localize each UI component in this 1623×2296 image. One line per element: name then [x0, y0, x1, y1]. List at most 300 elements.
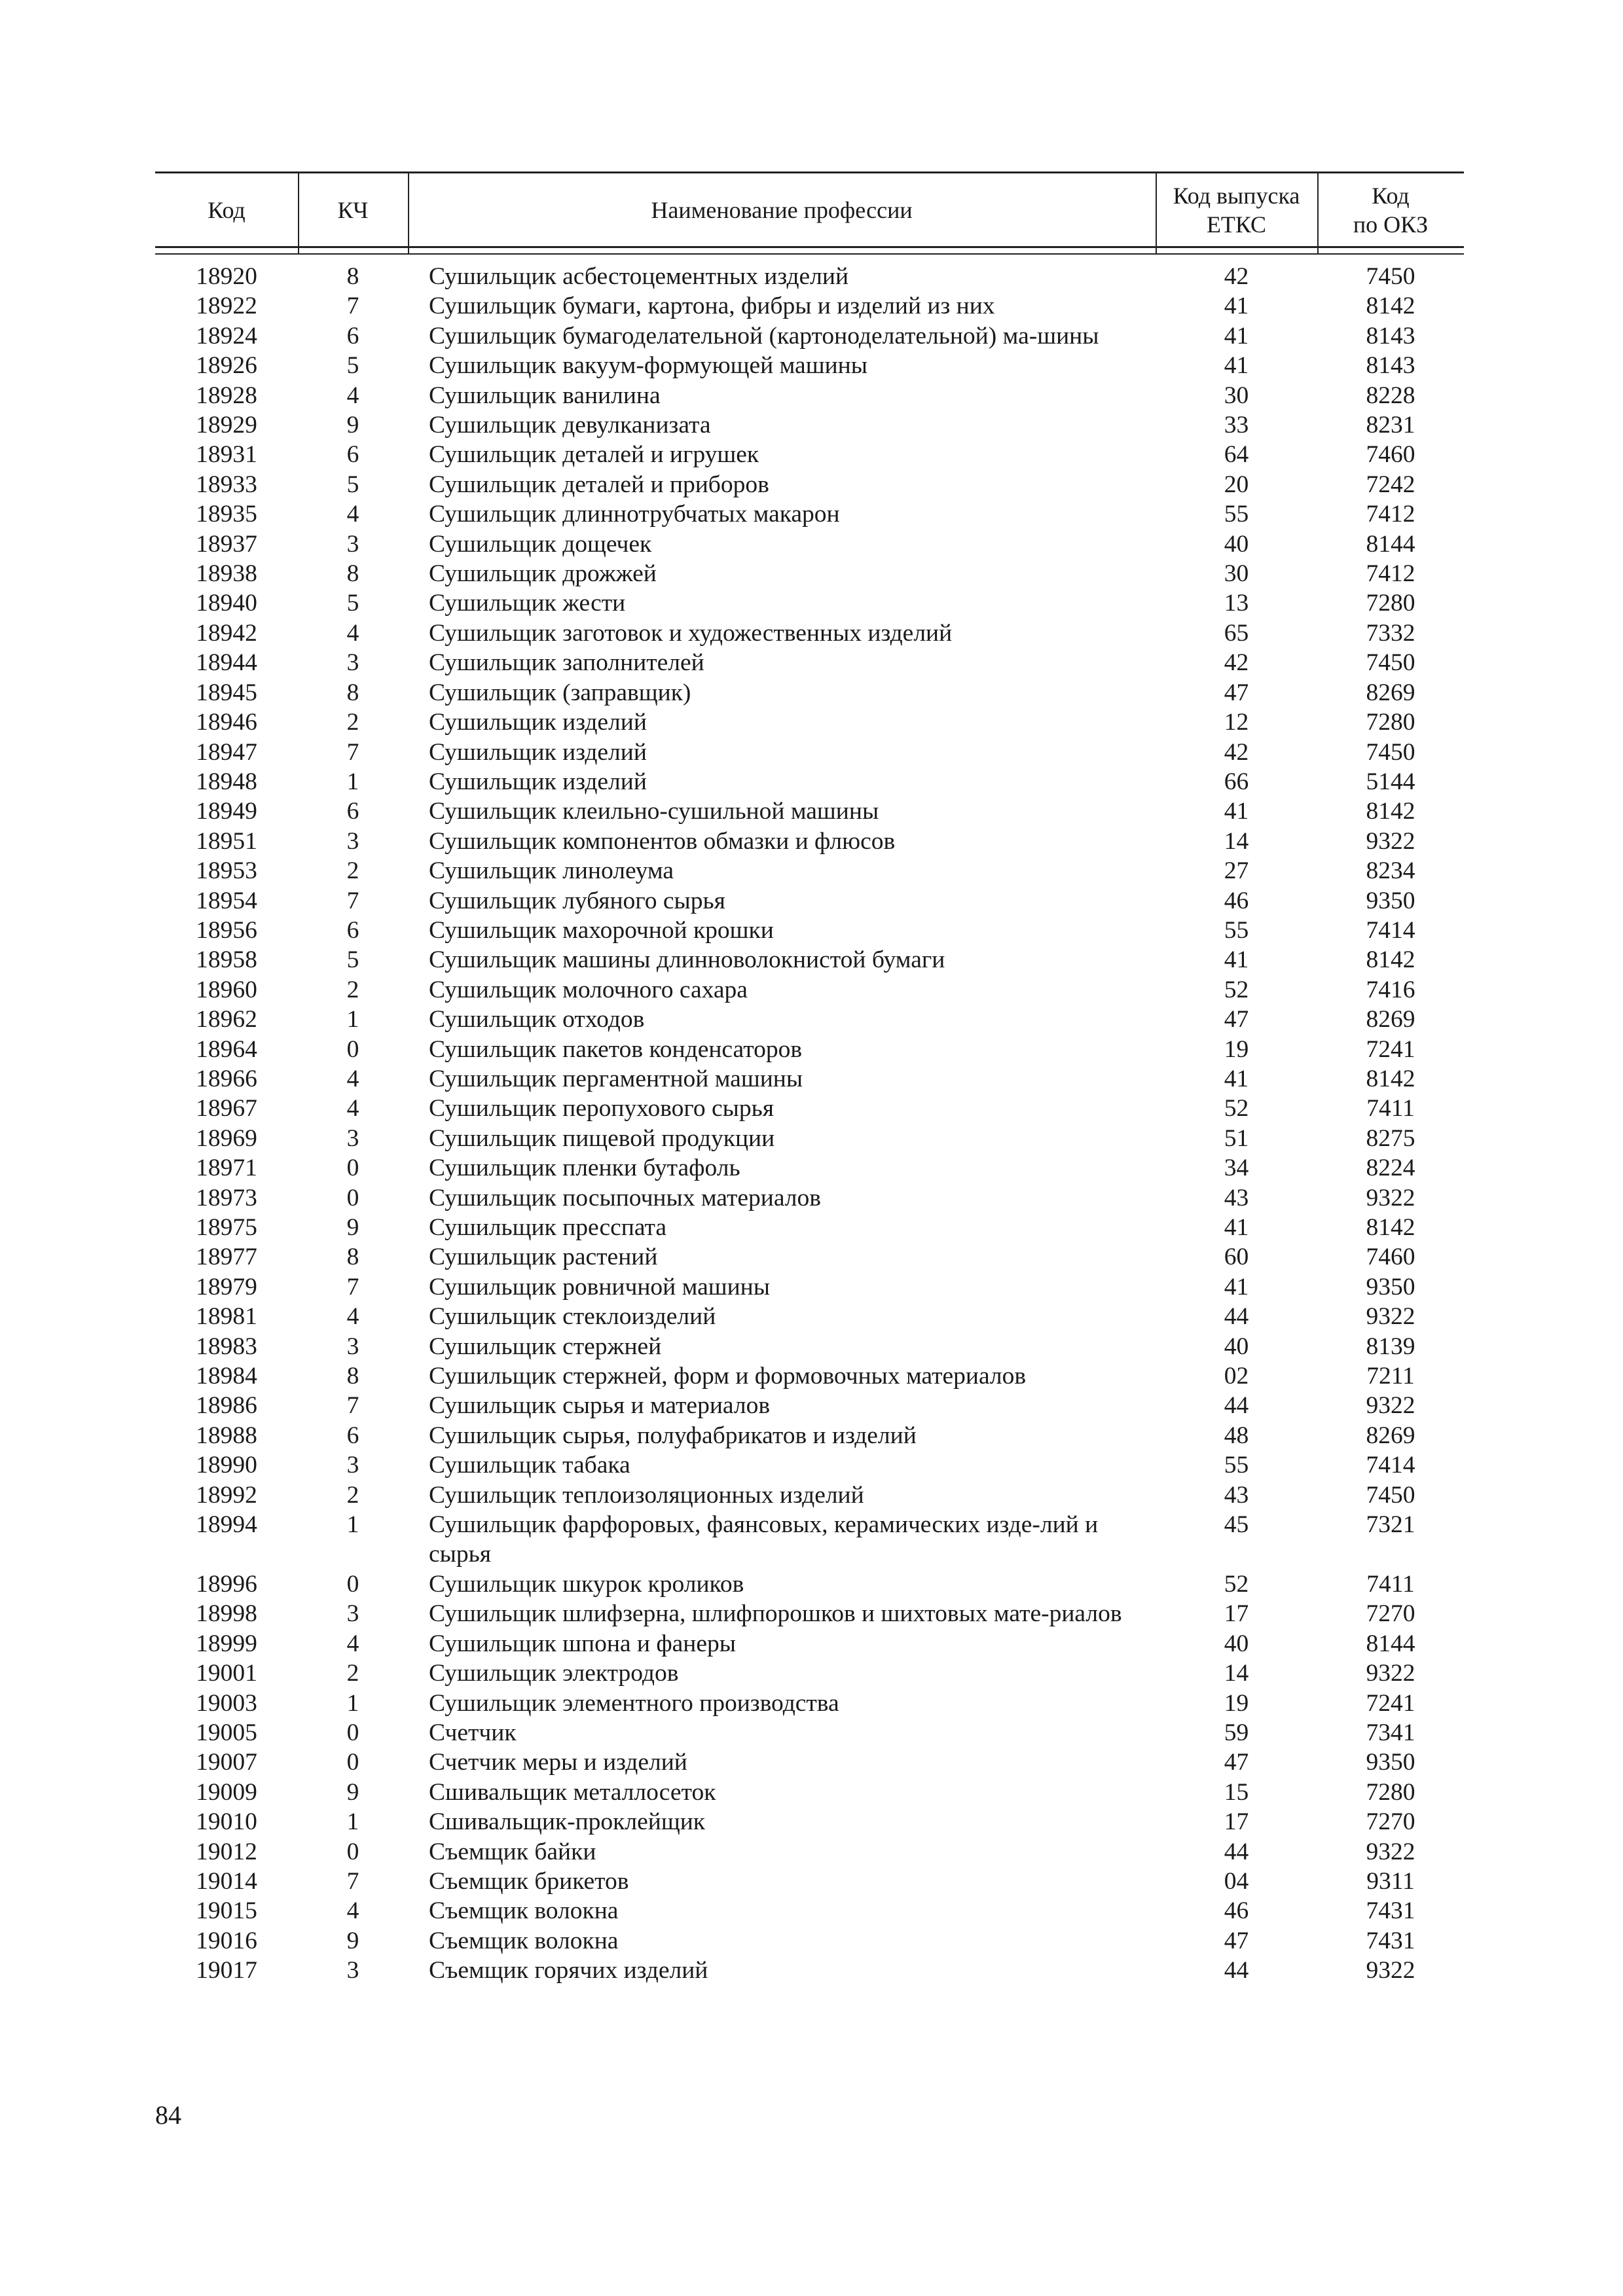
cell-etks: 66: [1224, 768, 1249, 795]
header-kch: КЧ: [337, 196, 369, 223]
cell-name: Сушильщик длиннотрубчатых макарон: [429, 501, 840, 528]
cell-kod: 18928: [196, 382, 257, 409]
cell-etks: 64: [1224, 441, 1249, 469]
cell-okz: 9350: [1366, 1273, 1415, 1300]
cell-kch: 4: [346, 1630, 359, 1657]
cell-etks: 12: [1224, 709, 1249, 736]
cell-okz: 9322: [1366, 1838, 1415, 1865]
cell-okz: 8234: [1366, 857, 1415, 885]
cell-kch: 4: [346, 1897, 359, 1925]
table-row: [155, 1213, 1464, 1242]
cell-kch: 8: [346, 263, 359, 290]
cell-kch: 4: [346, 1303, 359, 1331]
cell-kod: 18971: [196, 1155, 257, 1182]
cell-etks: 55: [1224, 916, 1249, 944]
cell-kod: 18929: [196, 412, 257, 439]
cell-etks: 14: [1224, 827, 1249, 855]
cell-okz: 7450: [1366, 738, 1415, 766]
cell-kod: 18954: [196, 887, 257, 914]
cell-etks: 14: [1224, 1660, 1249, 1687]
table-row: [155, 767, 1464, 797]
cell-kch: 3: [346, 1333, 359, 1360]
cell-kod: 18942: [196, 619, 257, 647]
cell-etks: 41: [1224, 322, 1249, 350]
cell-okz: 7431: [1366, 1927, 1415, 1954]
cell-name: Сушильщик элементного производства: [429, 1689, 839, 1717]
cell-kch: 8: [346, 1244, 359, 1271]
table-row: [155, 499, 1464, 529]
cell-name: Сушильщик изделий: [429, 738, 647, 766]
cell-kch: 2: [346, 976, 359, 1003]
cell-kch: 7: [346, 887, 359, 914]
cell-name: Сушильщик деталей и приборов: [429, 471, 769, 498]
cell-okz: 8142: [1366, 946, 1415, 974]
cell-name: Счетчик меры и изделий: [429, 1749, 687, 1776]
professions-table: [155, 171, 1464, 1984]
page-number: 84: [155, 2100, 181, 2130]
header-okz-line1: Код: [1372, 182, 1410, 209]
cell-okz: 7280: [1366, 590, 1415, 617]
cell-name: Сушильщик сырья и материалов: [429, 1392, 771, 1420]
table-row: [155, 1778, 1464, 1807]
cell-okz: 8269: [1366, 1006, 1415, 1033]
cell-etks: 52: [1224, 976, 1249, 1003]
cell-etks: 42: [1224, 263, 1249, 290]
cell-okz: 9311: [1366, 1867, 1415, 1895]
table-row: [155, 1748, 1464, 1777]
cell-okz: 7270: [1366, 1600, 1415, 1628]
cell-kod: 18953: [196, 857, 257, 885]
cell-name: Сушильщик лубяного сырья: [429, 887, 725, 914]
cell-etks: 44: [1224, 1303, 1249, 1331]
cell-kch: 4: [346, 501, 359, 528]
cell-etks: 43: [1224, 1481, 1249, 1509]
cell-okz: 8143: [1366, 352, 1415, 380]
cell-kch: 7: [346, 293, 359, 320]
cell-kch: 2: [346, 1660, 359, 1687]
cell-kch: 9: [346, 412, 359, 439]
table-row: [155, 410, 1464, 440]
cell-okz: 7321: [1366, 1511, 1415, 1539]
cell-name: Сушильщик бумаги, картона, фибры и изделий из них: [429, 293, 995, 320]
cell-kod: 18962: [196, 1006, 257, 1033]
cell-kod: 18948: [196, 768, 257, 795]
cell-kch: 2: [346, 1481, 359, 1509]
table-row: [155, 1124, 1464, 1153]
table-row: [155, 1450, 1464, 1480]
header-etks-line1: Код выпуска: [1173, 182, 1300, 209]
cell-etks: 52: [1224, 1095, 1249, 1122]
cell-name: Съемщик байки: [429, 1838, 596, 1865]
table-row: [155, 321, 1464, 351]
cell-okz: 8224: [1366, 1155, 1415, 1182]
cell-name: Сушильщик изделий: [429, 768, 647, 795]
cell-okz: 8143: [1366, 322, 1415, 350]
cell-okz: 8139: [1366, 1333, 1415, 1360]
table-row: [155, 588, 1464, 618]
table-row: [155, 708, 1464, 737]
cell-kch: 3: [346, 827, 359, 855]
cell-name: Сушильщик стержней, форм и формовочных материалов: [429, 1363, 1027, 1390]
table-row: [155, 1837, 1464, 1867]
cell-etks: 15: [1224, 1778, 1249, 1806]
cell-kch: 1: [346, 1511, 359, 1539]
table-row: [155, 648, 1464, 677]
cell-etks: 20: [1224, 471, 1249, 498]
cell-kod: 18922: [196, 293, 257, 320]
cell-name: Сушильщик пергаментной машины: [429, 1065, 803, 1092]
cell-kod: 18994: [196, 1511, 257, 1539]
cell-okz: 7341: [1366, 1719, 1415, 1746]
table-row: [155, 945, 1464, 975]
cell-name: Сушильщик пресспата: [429, 1214, 667, 1241]
cell-name: Сушильщик перопухового сырья: [429, 1095, 774, 1122]
cell-kod: 18990: [196, 1452, 257, 1479]
cell-etks: 43: [1224, 1184, 1249, 1211]
cell-kch: 3: [346, 649, 359, 677]
cell-name: Сушильщик асбестоцементных изделий: [429, 263, 849, 290]
cell-kod: 18969: [196, 1124, 257, 1152]
cell-okz: 7431: [1366, 1897, 1415, 1925]
cell-kod: 19012: [196, 1838, 257, 1865]
table-row: [155, 381, 1464, 410]
cell-name: Сшивальщик-проклейщик: [429, 1808, 705, 1836]
cell-name: Съемщик волокна: [429, 1927, 619, 1954]
cell-etks: 19: [1224, 1689, 1249, 1717]
cell-etks: 41: [1224, 1273, 1249, 1300]
cell-etks: 30: [1224, 560, 1249, 588]
table-row: [155, 440, 1464, 469]
cell-okz: 8228: [1366, 382, 1415, 409]
table-row: [155, 1183, 1464, 1213]
cell-kod: 18983: [196, 1333, 257, 1360]
cell-kod: 19007: [196, 1749, 257, 1776]
cell-etks: 47: [1224, 679, 1249, 706]
cell-kod: 19016: [196, 1927, 257, 1954]
cell-kch: 6: [346, 916, 359, 944]
cell-kch: 1: [346, 1006, 359, 1033]
cell-name: Сушильщик фарфоровых, фаянсовых, керамических изде-лий и сырья: [429, 1511, 1099, 1568]
cell-name: Сушильщик шлифзерна, шлифпорошков и шихтовых мате-риалов: [429, 1600, 1122, 1628]
cell-name: Съемщик брикетов: [429, 1867, 629, 1895]
cell-etks: 55: [1224, 501, 1249, 528]
cell-kch: 9: [346, 1214, 359, 1241]
cell-okz: 9322: [1366, 1184, 1415, 1211]
cell-okz: 9350: [1366, 887, 1415, 914]
cell-okz: 8144: [1366, 1630, 1415, 1657]
cell-name: Сушильщик шкурок кроликов: [429, 1570, 744, 1598]
cell-okz: 7412: [1366, 501, 1415, 528]
cell-okz: 8142: [1366, 1214, 1415, 1241]
cell-name: Сушильщик изделий: [429, 709, 647, 736]
cell-okz: 9350: [1366, 1749, 1415, 1776]
cell-name: Сушильщик растений: [429, 1244, 658, 1271]
cell-kch: 6: [346, 322, 359, 350]
table-row: [155, 1391, 1464, 1420]
cell-etks: 45: [1224, 1511, 1249, 1539]
cell-kch: 6: [346, 798, 359, 825]
cell-kch: 0: [346, 1155, 359, 1182]
cell-kch: 5: [346, 352, 359, 380]
table-row: [155, 886, 1464, 916]
cell-etks: 60: [1224, 1244, 1249, 1271]
cell-kod: 18938: [196, 560, 257, 588]
cell-name: Сушильщик махорочной крошки: [429, 916, 774, 944]
table-row: [155, 1867, 1464, 1896]
cell-kch: 1: [346, 1808, 359, 1836]
cell-name: Сушильщик табака: [429, 1452, 630, 1479]
cell-okz: 8142: [1366, 1065, 1415, 1092]
cell-kch: 0: [346, 1035, 359, 1063]
cell-kod: 18977: [196, 1244, 257, 1271]
cell-kch: 5: [346, 946, 359, 974]
cell-etks: 44: [1224, 1838, 1249, 1865]
table-row: [155, 1421, 1464, 1450]
cell-kod: 18920: [196, 263, 257, 290]
cell-kch: 3: [346, 1600, 359, 1628]
header-etks: [1156, 173, 1317, 246]
cell-kch: 4: [346, 619, 359, 647]
cell-name: Сушильщик ровничной машины: [429, 1273, 770, 1300]
cell-kod: 18944: [196, 649, 257, 677]
table-row: [155, 1659, 1464, 1688]
cell-okz: 7211: [1366, 1363, 1415, 1390]
cell-kch: 0: [346, 1570, 359, 1598]
cell-name: Сушильщик электродов: [429, 1660, 679, 1687]
cell-etks: 46: [1224, 887, 1249, 914]
cell-kod: 18992: [196, 1481, 257, 1509]
cell-etks: 47: [1224, 1749, 1249, 1776]
cell-name: Сушильщик дрожжей: [429, 560, 657, 588]
cell-etks: 44: [1224, 1392, 1249, 1420]
cell-etks: 40: [1224, 530, 1249, 558]
cell-kod: 18975: [196, 1214, 257, 1241]
table-row: [155, 1302, 1464, 1331]
table-row: [155, 1094, 1464, 1123]
cell-okz: 7414: [1366, 1452, 1415, 1479]
cell-etks: 41: [1224, 1065, 1249, 1092]
cell-okz: 9322: [1366, 1957, 1415, 1984]
cell-etks: 46: [1224, 1897, 1249, 1925]
cell-kod: 19014: [196, 1867, 257, 1895]
cell-kod: 19010: [196, 1808, 257, 1836]
cell-okz: 8142: [1366, 798, 1415, 825]
cell-etks: 51: [1224, 1124, 1249, 1152]
cell-okz: 7450: [1366, 649, 1415, 677]
cell-okz: 9322: [1366, 827, 1415, 855]
cell-okz: 7332: [1366, 619, 1415, 647]
table-row: [155, 1005, 1464, 1034]
cell-etks: 17: [1224, 1808, 1249, 1836]
cell-name: Сушильщик (заправщик): [429, 679, 691, 706]
table-row: [155, 1896, 1464, 1926]
cell-kod: 18966: [196, 1065, 257, 1092]
table-row: [155, 351, 1464, 380]
cell-etks: 19: [1224, 1035, 1249, 1063]
cell-kch: 3: [346, 1124, 359, 1152]
cell-name: Сушильщик заготовок и художественных изделий: [429, 619, 953, 647]
cell-etks: 27: [1224, 857, 1249, 885]
cell-kod: 19009: [196, 1778, 257, 1806]
cell-kch: 3: [346, 1452, 359, 1479]
cell-etks: 41: [1224, 1214, 1249, 1241]
cell-kod: 18996: [196, 1570, 257, 1598]
table-row: [155, 1480, 1464, 1510]
table-row: [155, 975, 1464, 1005]
cell-kch: 7: [346, 738, 359, 766]
cell-kch: 3: [346, 1957, 359, 1984]
cell-okz: 9322: [1366, 1392, 1415, 1420]
cell-name: Сушильщик отходов: [429, 1006, 645, 1033]
cell-kch: 9: [346, 1927, 359, 1954]
table-row: [155, 1361, 1464, 1391]
cell-name: Сушильщик ванилина: [429, 382, 661, 409]
cell-kch: 8: [346, 560, 359, 588]
cell-okz: 8269: [1366, 1422, 1415, 1449]
header-kod: Код: [208, 196, 246, 223]
cell-kch: 4: [346, 1065, 359, 1092]
cell-etks: 59: [1224, 1719, 1249, 1746]
cell-name: Сушильщик машины длинноволокнистой бумаги: [429, 946, 945, 974]
cell-kch: 5: [346, 471, 359, 498]
cell-kod: 18984: [196, 1363, 257, 1390]
cell-kod: 18979: [196, 1273, 257, 1300]
cell-kch: 3: [346, 530, 359, 558]
cell-name: Сушильщик жести: [429, 590, 626, 617]
cell-etks: 04: [1224, 1867, 1249, 1895]
cell-kod: 18935: [196, 501, 257, 528]
cell-kch: 6: [346, 1422, 359, 1449]
table-row: [155, 1272, 1464, 1302]
cell-etks: 41: [1224, 798, 1249, 825]
cell-kch: 7: [346, 1273, 359, 1300]
table-row: [155, 827, 1464, 856]
cell-etks: 47: [1224, 1927, 1249, 1954]
cell-kod: 18981: [196, 1303, 257, 1331]
cell-name: Сушильщик линолеума: [429, 857, 674, 885]
cell-kch: 7: [346, 1867, 359, 1895]
table-row: [155, 559, 1464, 588]
cell-etks: 55: [1224, 1452, 1249, 1479]
cell-etks: 41: [1224, 293, 1249, 320]
cell-name: Сушильщик пищевой продукции: [429, 1124, 775, 1152]
cell-kod: 18956: [196, 916, 257, 944]
cell-kch: 9: [346, 1778, 359, 1806]
cell-kod: 18964: [196, 1035, 257, 1063]
table-row: [155, 1629, 1464, 1659]
cell-okz: 7414: [1366, 916, 1415, 944]
cell-kch: 0: [346, 1838, 359, 1865]
cell-kod: 18924: [196, 322, 257, 350]
header-okz: [1317, 173, 1464, 246]
cell-kod: 19005: [196, 1719, 257, 1746]
cell-kod: 18967: [196, 1095, 257, 1122]
cell-okz: 7460: [1366, 1244, 1415, 1271]
cell-name: Сушильщик молочного сахара: [429, 976, 748, 1003]
cell-name: Сушильщик вакуум-формующей машины: [429, 352, 867, 380]
cell-kch: 0: [346, 1749, 359, 1776]
cell-okz: 8269: [1366, 679, 1415, 706]
cell-okz: 8144: [1366, 530, 1415, 558]
cell-etks: 13: [1224, 590, 1249, 617]
cell-okz: 7460: [1366, 441, 1415, 469]
cell-okz: 7280: [1366, 709, 1415, 736]
cell-okz: 7411: [1366, 1570, 1415, 1598]
header-name: Наименование профессии: [651, 196, 913, 223]
cell-name: Сушильщик деталей и игрушек: [429, 441, 759, 469]
cell-kch: 4: [346, 1095, 359, 1122]
cell-kch: 2: [346, 857, 359, 885]
cell-kod: 18951: [196, 827, 257, 855]
cell-okz: 5144: [1366, 768, 1415, 795]
cell-kod: 18960: [196, 976, 257, 1003]
cell-etks: 41: [1224, 946, 1249, 974]
cell-etks: 48: [1224, 1422, 1249, 1449]
cell-kod: 18926: [196, 352, 257, 380]
table-row: [155, 1242, 1464, 1272]
cell-kod: 18940: [196, 590, 257, 617]
table-row: [155, 1332, 1464, 1361]
table-row: [155, 1510, 1464, 1570]
cell-kod: 18973: [196, 1184, 257, 1211]
cell-okz: 9322: [1366, 1303, 1415, 1331]
cell-name: Съемщик горячих изделий: [429, 1957, 708, 1984]
cell-etks: 34: [1224, 1155, 1249, 1182]
cell-kod: 18947: [196, 738, 257, 766]
cell-name: Сушильщик стержней: [429, 1333, 662, 1360]
cell-kod: 18999: [196, 1630, 257, 1657]
cell-name: Сушильщик шпона и фанеры: [429, 1630, 736, 1657]
cell-name: Сушильщик посыпочных материалов: [429, 1184, 821, 1211]
cell-name: Сшивальщик металлосеток: [429, 1778, 716, 1806]
table-row: [155, 1064, 1464, 1094]
cell-etks: 40: [1224, 1630, 1249, 1657]
cell-kch: 8: [346, 679, 359, 706]
table-row: [155, 738, 1464, 767]
cell-kch: 7: [346, 1392, 359, 1420]
cell-kch: 1: [346, 1689, 359, 1717]
cell-okz: 8275: [1366, 1124, 1415, 1152]
cell-name: Сушильщик заполнителей: [429, 649, 704, 677]
cell-okz: 7412: [1366, 560, 1415, 588]
cell-kod: 18946: [196, 709, 257, 736]
table-row: [155, 1718, 1464, 1748]
cell-okz: 7241: [1366, 1035, 1415, 1063]
table-row: [155, 470, 1464, 499]
cell-etks: 42: [1224, 738, 1249, 766]
cell-name: Сушильщик девулканизата: [429, 412, 711, 439]
cell-okz: 7242: [1366, 471, 1415, 498]
cell-kod: 19015: [196, 1897, 257, 1925]
table-row: [155, 1807, 1464, 1837]
cell-okz: 8231: [1366, 412, 1415, 439]
cell-kch: 2: [346, 709, 359, 736]
cell-name: Съемщик волокна: [429, 1897, 619, 1925]
table-row: [155, 1926, 1464, 1956]
table-row: [155, 1153, 1464, 1183]
cell-etks: 17: [1224, 1600, 1249, 1628]
cell-name: Сушильщик сырья, полуфабрикатов и изделий: [429, 1422, 917, 1449]
cell-etks: 30: [1224, 382, 1249, 409]
cell-etks: 40: [1224, 1333, 1249, 1360]
table-row: [155, 916, 1464, 945]
cell-kch: 8: [346, 1363, 359, 1390]
table-row: [155, 262, 1464, 291]
cell-etks: 52: [1224, 1570, 1249, 1598]
cell-etks: 02: [1224, 1363, 1249, 1390]
cell-kch: 5: [346, 590, 359, 617]
table-row: [155, 1570, 1464, 1599]
